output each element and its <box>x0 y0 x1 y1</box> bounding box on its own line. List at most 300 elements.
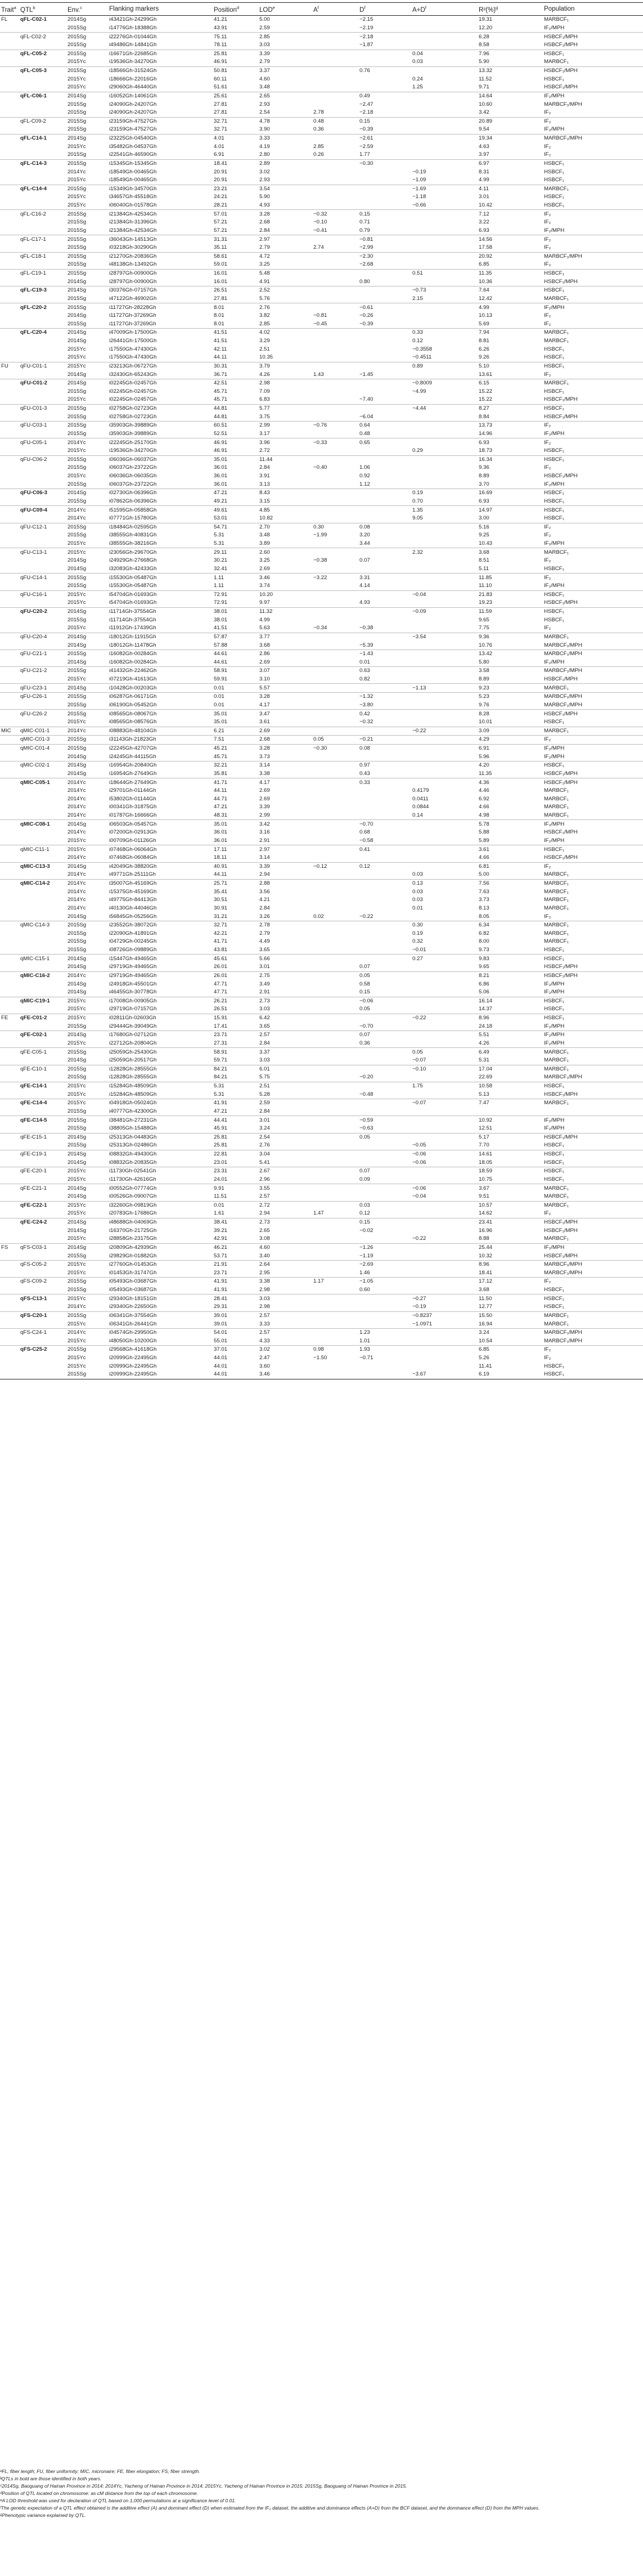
cell-d: 0.42 <box>358 710 411 718</box>
cell-env: 2014Yc <box>66 778 108 787</box>
cell-d: 0.58 <box>359 980 370 987</box>
cell-position: 44.41 <box>213 1116 258 1125</box>
table-row <box>0 557 643 565</box>
cell-population: MARBCF₁ <box>543 684 643 693</box>
cell-qtl <box>19 701 66 710</box>
table-row <box>0 675 643 684</box>
cell-d: −0.71 <box>359 1355 374 1361</box>
cell-r2: 19.31 <box>479 16 493 23</box>
cell-markers: i16954Gh-27649Gh <box>109 770 157 777</box>
table-row <box>0 1005 643 1014</box>
cell-position: 35.01 <box>214 719 228 725</box>
cell-a <box>312 185 358 193</box>
cell-markers: i01787Gh-16666Gh <box>109 812 157 819</box>
cell-trait <box>0 1354 19 1363</box>
cell-markers: i08565Gh-08576Gh <box>109 719 157 725</box>
header-position: Position$^d$ <box>213 3 258 16</box>
cell-population: HSBCF₁ <box>544 75 564 82</box>
cell-position: 30.51 <box>214 897 228 903</box>
cell-qtl <box>19 828 66 837</box>
cell-position: 42.91 <box>214 1235 228 1242</box>
cell-trait <box>0 286 19 295</box>
cell-env: 2014Sg <box>68 371 87 378</box>
cell-a <box>312 168 358 176</box>
cell-markers: i15375Gh-45169Gh <box>109 888 157 895</box>
cell-r2: 6.19 <box>478 1370 543 1379</box>
table-row <box>0 261 643 269</box>
cell-a <box>312 633 358 641</box>
table-row <box>0 1031 643 1040</box>
cell-d <box>358 201 411 210</box>
cell-position: 44.11 <box>214 354 227 361</box>
cell-trait <box>0 117 19 126</box>
table-row <box>0 921 643 929</box>
cell-d: 0.97 <box>358 761 411 770</box>
cell-lod: 3.79 <box>258 362 312 370</box>
cell-ad: −1.69 <box>411 185 478 193</box>
cell-d <box>358 193 411 201</box>
cell-env: 2015Yc <box>66 997 108 1005</box>
cell-lod: 3.01 <box>258 1116 312 1125</box>
cell-d: −0.38 <box>359 625 374 631</box>
cell-qtl: qFE-C14-5 <box>19 1116 66 1125</box>
cell-ad: 0.04 <box>411 50 478 58</box>
cell-d <box>358 388 411 396</box>
cell-d: −0.21 <box>358 736 411 745</box>
table-row <box>0 1082 643 1090</box>
cell-r2: 3.22 <box>479 219 489 226</box>
cell-env: 2014Sg <box>66 820 108 828</box>
cell-ad <box>411 396 478 404</box>
cell-trait <box>0 1370 19 1379</box>
cell-r2: 10.60 <box>479 101 493 107</box>
cell-a <box>312 506 358 514</box>
cell-env: 2014Yc <box>66 506 108 514</box>
cell-lod: 4.02 <box>258 329 312 337</box>
cell-env: 2014Sg <box>68 913 87 920</box>
table-row <box>0 980 643 988</box>
cell-qtl: qFU-C09-4 <box>19 506 66 514</box>
cell-qtl <box>19 142 66 151</box>
cell-qtl <box>19 75 66 83</box>
cell-qtl <box>19 1354 66 1363</box>
cell-trait <box>0 1125 19 1133</box>
cell-a <box>312 1040 358 1048</box>
cell-a: −1.50 <box>313 1355 327 1361</box>
cell-d: −2.30 <box>358 252 411 261</box>
cell-markers: i29719Gh-07157Gh <box>109 1006 157 1013</box>
cell-position: 32.21 <box>213 761 258 770</box>
cell-qtl <box>19 888 66 896</box>
cell-trait <box>0 100 19 109</box>
cell-env: 2014Yc <box>68 787 86 794</box>
cell-r2: 8.51 <box>479 557 489 564</box>
cell-trait <box>0 134 19 142</box>
cell-position: 35.41 <box>214 888 228 895</box>
cell-markers: i15530Gh-05487Gh <box>108 574 213 582</box>
cell-env: 2015Sg <box>66 50 108 58</box>
cell-position: 25.81 <box>214 1142 228 1149</box>
cell-trait <box>0 151 19 159</box>
cell-env: 2014Sg <box>68 1227 87 1234</box>
cell-lod: 2.94 <box>259 871 270 878</box>
cell-trait <box>0 312 19 320</box>
cell-r2: 5.26 <box>479 1355 489 1361</box>
cell-d: 0.68 <box>359 829 370 836</box>
cell-markers: i35903Gh-39889Gh <box>108 422 213 430</box>
cell-trait <box>0 1218 19 1226</box>
cell-markers: i06341Gh-37554Gh <box>108 1311 213 1320</box>
cell-d: 0.71 <box>359 219 370 226</box>
cell-d <box>358 286 411 295</box>
cell-population: HSBCF₁ <box>543 1294 643 1303</box>
cell-ad <box>411 658 478 667</box>
cell-trait: FU <box>0 362 19 370</box>
cell-lod: 3.38 <box>258 1278 312 1286</box>
cell-trait <box>0 523 19 531</box>
cell-position: 42.21 <box>214 930 228 937</box>
cell-ad <box>411 1073 478 1082</box>
cell-population: HSBCF₁ <box>544 1287 564 1293</box>
cell-population: IF₂/MPH <box>543 303 643 312</box>
cell-r2: 8.21 <box>478 971 543 980</box>
cell-ad <box>411 1328 478 1337</box>
table-row <box>0 803 643 812</box>
table-row <box>0 710 643 718</box>
cell-position: 28.21 <box>214 202 228 209</box>
cell-env: 2014Sg <box>68 278 87 285</box>
cell-env: 2014Sg <box>66 1243 108 1252</box>
cell-env: 2014Sg <box>66 1031 108 1040</box>
cell-trait <box>0 404 19 413</box>
cell-a <box>312 193 358 201</box>
cell-lod: 5.77 <box>258 404 312 413</box>
header-env: Env.$^c$ <box>66 3 108 16</box>
table-row <box>0 1260 643 1269</box>
cell-env: 2015Yc <box>68 447 86 454</box>
cell-ad: −4.44 <box>411 404 478 413</box>
cell-qtl <box>19 1320 66 1328</box>
cell-a <box>312 134 358 142</box>
cell-qtl <box>19 312 66 320</box>
cell-d <box>358 50 411 58</box>
cell-qtl: qFU-C20-4 <box>19 633 66 641</box>
cell-lod: 2.70 <box>258 523 312 531</box>
cell-a <box>312 235 358 244</box>
table-row <box>0 812 643 820</box>
cell-lod: 4.26 <box>259 371 270 378</box>
cell-r2: 4.20 <box>478 761 543 770</box>
cell-qtl: qFE-C22-1 <box>19 1201 66 1209</box>
cell-env: 2015Sg <box>66 1048 108 1056</box>
cell-env: 2015Sg <box>66 667 108 675</box>
cell-markers: i38805Gh-15488Gh <box>109 1125 157 1132</box>
cell-d <box>358 1362 411 1370</box>
cell-lod: 2.68 <box>258 736 312 745</box>
table-row <box>0 837 643 845</box>
cell-population: HSBCF₁/MPH <box>544 1252 578 1259</box>
cell-lod: 2.59 <box>258 1099 312 1108</box>
cell-markers: i00526Gh-09007Gh <box>109 1193 157 1200</box>
cell-population: HSBCF₁ <box>543 955 643 963</box>
cell-trait <box>0 506 19 514</box>
cell-env: 2014Sg <box>66 1150 108 1158</box>
cell-population: HSBCF₁/MPH <box>544 278 578 285</box>
cell-d: −0.30 <box>358 159 411 168</box>
cell-env: 2015Yc <box>68 837 86 844</box>
cell-env: 2015Yc <box>68 1355 86 1361</box>
cell-env: 2015Yc <box>68 396 86 403</box>
cell-trait <box>0 930 19 938</box>
cell-r2: 6.93 <box>479 498 489 504</box>
cell-r2: 9.73 <box>479 947 489 953</box>
cell-ad: −0.06 <box>411 1184 478 1193</box>
cell-position: 30.21 <box>214 557 228 564</box>
cell-ad: 0.29 <box>412 447 423 454</box>
cell-env: 2014Sg <box>66 633 108 641</box>
cell-env: 2014Sg <box>66 1184 108 1193</box>
cell-a <box>312 718 358 727</box>
cell-markers: i06036Gh-06037Gh <box>108 455 213 464</box>
cell-env: 2014Yc <box>68 897 86 903</box>
cell-qtl: qFS-C20-1 <box>19 1311 66 1320</box>
cell-r2: 9.26 <box>479 354 489 361</box>
cell-population: MARBCF₁ <box>543 1048 643 1056</box>
cell-position: 59.71 <box>214 1057 228 1064</box>
cell-lod: 2.89 <box>258 159 312 168</box>
cell-d: −2.18 <box>358 33 411 41</box>
table-row <box>0 1125 643 1133</box>
cell-lod: 2.52 <box>258 286 312 295</box>
cell-qtl <box>19 904 66 913</box>
cell-d: −0.81 <box>358 235 411 244</box>
cell-markers: i03218Gh-30290Gh <box>109 244 157 251</box>
cell-a <box>312 480 358 489</box>
table-row <box>0 667 643 675</box>
cell-env: 2015Sg <box>68 42 87 48</box>
cell-population: HSBCF₁/MPH <box>544 413 578 420</box>
cell-a <box>312 1311 358 1320</box>
cell-position: 44.81 <box>213 404 258 413</box>
cell-r2: 7.96 <box>478 50 543 58</box>
cell-trait <box>0 812 19 820</box>
cell-lod: 4.93 <box>259 202 270 209</box>
table-row <box>0 1065 643 1073</box>
cell-population: HSBCF₁ <box>543 1150 643 1158</box>
table-row <box>0 1218 643 1226</box>
cell-ad: −0.07 <box>411 1099 478 1108</box>
cell-lod: 4.78 <box>258 117 312 126</box>
cell-qtl <box>19 1141 66 1150</box>
cell-position: 57.21 <box>214 219 228 226</box>
cell-d <box>358 946 411 955</box>
cell-ad: 0.89 <box>411 362 478 370</box>
cell-qtl: qFU-C06-3 <box>19 489 66 498</box>
cell-trait <box>0 888 19 896</box>
cell-qtl <box>19 1337 66 1346</box>
cell-lod: 3.91 <box>259 473 270 480</box>
cell-qtl <box>19 1022 66 1031</box>
cell-r2: 12.77 <box>479 1303 493 1310</box>
cell-markers: i29444Gh-39049Gh <box>109 1023 157 1029</box>
cell-d: −0.70 <box>358 820 411 828</box>
cell-env: 2015Sg <box>66 736 108 745</box>
cell-trait <box>0 862 19 871</box>
table-row <box>0 624 643 633</box>
cell-lod: 2.85 <box>259 320 270 327</box>
cell-env: 2014Sg <box>68 1159 87 1166</box>
cell-qtl <box>19 675 66 684</box>
cell-d <box>358 607 411 616</box>
header-d: $D^f$ <box>358 3 411 16</box>
cell-ad <box>411 667 478 675</box>
cell-trait <box>0 75 19 83</box>
cell-markers: i02758Gh-02723Gh <box>109 413 157 420</box>
cell-lod: 3.65 <box>259 1023 270 1029</box>
cell-qtl <box>19 1073 66 1082</box>
cell-env: 2015Yc <box>68 1363 86 1369</box>
cell-a: −0.34 <box>313 625 327 631</box>
cell-population: HSBCF₁/MPH <box>544 676 578 683</box>
cell-population: IF₂ <box>543 210 643 218</box>
cell-a <box>312 1048 358 1056</box>
cell-position: 45.71 <box>214 388 228 395</box>
cell-lod: 2.84 <box>259 904 270 911</box>
cell-a <box>312 1031 358 1040</box>
cell-a <box>312 540 358 548</box>
cell-trait <box>0 66 19 75</box>
cell-env: 2015Yc <box>68 1269 86 1276</box>
cell-d: 0.05 <box>358 1133 411 1141</box>
cell-env: 2014Sg <box>66 92 108 100</box>
table-row <box>0 100 643 109</box>
cell-lod: 5.41 <box>259 1159 270 1166</box>
cell-env: 2015Yc <box>68 194 86 200</box>
cell-trait <box>0 633 19 641</box>
cell-trait <box>0 227 19 235</box>
header-row <box>0 3 643 16</box>
cell-population: HSBCF₁ <box>544 1176 564 1182</box>
cell-markers: i18484Gh-02595Gh <box>108 523 213 531</box>
cell-qtl <box>19 1269 66 1278</box>
cell-ad: 0.0411 <box>412 795 429 802</box>
cell-lod: 2.69 <box>259 658 270 665</box>
cell-ad <box>411 641 478 649</box>
cell-r2: 5.51 <box>478 1031 543 1040</box>
cell-lod: 3.74 <box>259 583 270 589</box>
cell-ad <box>411 701 478 710</box>
cell-ad: −0.09 <box>411 607 478 616</box>
cell-ad: 0.03 <box>412 888 423 895</box>
cell-env: 2014Sg <box>68 338 87 344</box>
cell-lod: 2.78 <box>258 921 312 929</box>
cell-r2: 4.36 <box>478 778 543 787</box>
cell-env: 2015Sg <box>68 701 87 708</box>
table-row <box>0 1278 643 1286</box>
cell-d: −0.70 <box>359 1023 374 1029</box>
cell-qtl <box>19 1125 66 1133</box>
cell-r2: 5.89 <box>479 837 489 844</box>
cell-a <box>312 252 358 261</box>
cell-a: −0.32 <box>312 210 358 218</box>
cell-population: IF₂ <box>544 320 551 327</box>
table-row <box>0 862 643 871</box>
cell-trait <box>0 1328 19 1337</box>
cell-lod: 2.98 <box>259 1303 270 1310</box>
cell-qtl: qMIC-C02-1 <box>19 761 66 770</box>
cell-trait <box>0 277 19 286</box>
cell-qtl <box>19 938 66 946</box>
cell-population: HSBCF₁ <box>544 1303 564 1310</box>
cell-population: IF₂/MPH <box>543 1243 643 1252</box>
cell-position: 78.11 <box>214 42 227 48</box>
cell-population: MARBCF₁ <box>544 871 569 878</box>
cell-a <box>312 599 358 607</box>
cell-trait <box>0 854 19 862</box>
cell-env: 2015Yc <box>68 84 86 91</box>
cell-population: IF₂/MPH <box>544 540 565 547</box>
cell-d: −1.05 <box>358 1278 411 1286</box>
cell-population: MARBCF₁ <box>544 295 569 302</box>
cell-markers: i20809Gh-42939Gh <box>108 1243 213 1252</box>
table-row <box>0 820 643 828</box>
table-row <box>0 1370 643 1379</box>
cell-ad <box>411 210 478 218</box>
cell-ad <box>411 464 478 472</box>
cell-position: 8.01 <box>214 312 224 319</box>
cell-qtl <box>19 58 66 66</box>
table-row <box>0 277 643 286</box>
cell-trait <box>0 109 19 117</box>
table-row <box>0 41 643 50</box>
cell-position: 26.21 <box>213 997 258 1005</box>
cell-a <box>312 693 358 701</box>
cell-qtl <box>19 540 66 548</box>
cell-a <box>312 1133 358 1141</box>
table-row <box>0 1014 643 1022</box>
cell-trait <box>0 1184 19 1193</box>
cell-position: 25.81 <box>213 1133 258 1141</box>
cell-d <box>358 904 411 913</box>
cell-env: 2015Yc <box>66 548 108 557</box>
cell-population: HSBCF₁ <box>543 50 643 58</box>
cell-qtl: qFL-C19-1 <box>19 269 66 277</box>
cell-population: IF₂/MPH <box>544 430 565 437</box>
cell-qtl: qFE-C21-1 <box>19 1184 66 1193</box>
cell-position: 44.01 <box>214 1363 228 1369</box>
cell-a <box>312 159 358 168</box>
cell-position: 31.21 <box>214 913 228 920</box>
cell-r2: 4.46 <box>479 787 489 794</box>
cell-markers: i02811Gh-02603Gh <box>108 1014 213 1022</box>
cell-qtl: qFU-C12-1 <box>19 523 66 531</box>
cell-position: 46.91 <box>213 438 258 447</box>
cell-ad <box>411 24 478 33</box>
table-row <box>0 1303 643 1311</box>
cell-lod: 3.28 <box>258 210 312 218</box>
cell-markers: i11730Gh-02541Gh <box>108 1167 213 1176</box>
cell-trait <box>0 761 19 770</box>
cell-qtl <box>19 430 66 438</box>
cell-r2: 13.73 <box>478 422 543 430</box>
cell-env: 2015Sg <box>66 693 108 701</box>
table-row <box>0 649 643 658</box>
cell-markers: i08832Gh-49430Gh <box>108 1150 213 1158</box>
cell-markers: i11912Gh-17439Gh <box>109 625 156 631</box>
cell-r2: 16.94 <box>479 1320 493 1327</box>
cell-d: 1.12 <box>359 481 370 487</box>
cell-d: 0.82 <box>359 676 370 683</box>
